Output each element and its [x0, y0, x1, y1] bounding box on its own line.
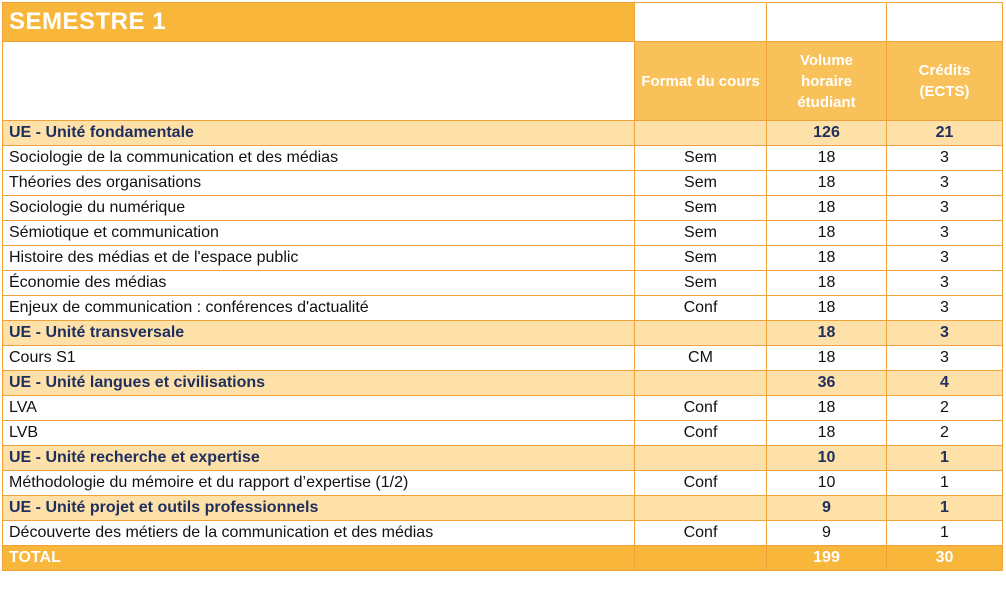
course-row: [3, 421, 1003, 446]
course-credits: 3: [887, 221, 1003, 246]
section-format: [635, 371, 767, 396]
course-credits: 3: [887, 171, 1003, 196]
course-format: Sem: [635, 171, 767, 196]
course-format: Conf: [635, 521, 767, 546]
header-credits: Crédits (ECTS): [887, 42, 1003, 121]
section-row: [3, 371, 1003, 396]
section-label: UE - Unité langues et civilisations: [3, 371, 635, 396]
course-format: Conf: [635, 296, 767, 321]
course-format: Sem: [635, 221, 767, 246]
course-credits: 3: [887, 346, 1003, 371]
course-format: Sem: [635, 246, 767, 271]
title-row: [3, 3, 1003, 42]
course-name: Histoire des médias et de l'espace public: [3, 246, 635, 271]
course-row: [3, 146, 1003, 171]
course-volume: 18: [767, 396, 887, 421]
section-label: UE - Unité recherche et expertise: [3, 446, 635, 471]
empty-cell: [767, 3, 887, 42]
empty-cell: [635, 3, 767, 42]
total-volume: 199: [767, 546, 887, 571]
total-credits: 30: [887, 546, 1003, 571]
course-row: [3, 521, 1003, 546]
course-name: Sociologie du numérique: [3, 196, 635, 221]
course-row: [3, 271, 1003, 296]
course-format: Sem: [635, 146, 767, 171]
section-row: [3, 446, 1003, 471]
course-volume: 18: [767, 271, 887, 296]
course-volume: 18: [767, 196, 887, 221]
total-format: [635, 546, 767, 571]
course-name: Enjeux de communication : conférences d'actualité: [3, 296, 635, 321]
course-volume: 18: [767, 346, 887, 371]
section-volume: 126: [767, 121, 887, 146]
course-credits: 1: [887, 521, 1003, 546]
course-name: Cours S1: [3, 346, 635, 371]
course-row: [3, 346, 1003, 371]
semester-title: SEMESTRE 1: [3, 3, 635, 42]
section-format: [635, 496, 767, 521]
section-credits: 1: [887, 446, 1003, 471]
course-volume: 18: [767, 246, 887, 271]
header-row: [3, 42, 1003, 121]
course-name: Économie des médias: [3, 271, 635, 296]
section-row: [3, 121, 1003, 146]
section-credits: 21: [887, 121, 1003, 146]
course-format: CM: [635, 346, 767, 371]
course-row: [3, 396, 1003, 421]
course-volume: 18: [767, 146, 887, 171]
total-row: [3, 546, 1003, 571]
course-credits: 3: [887, 271, 1003, 296]
section-row: [3, 496, 1003, 521]
course-row: [3, 221, 1003, 246]
course-credits: 3: [887, 196, 1003, 221]
course-volume: 10: [767, 471, 887, 496]
empty-header-cell: [3, 42, 635, 121]
course-credits: 3: [887, 146, 1003, 171]
header-volume: Volume horaire étudiant: [767, 42, 887, 121]
semester-table: [2, 2, 1003, 571]
course-row: [3, 196, 1003, 221]
empty-cell: [887, 3, 1003, 42]
course-credits: 3: [887, 296, 1003, 321]
course-row: [3, 246, 1003, 271]
course-volume: 9: [767, 521, 887, 546]
course-row: [3, 171, 1003, 196]
section-volume: 10: [767, 446, 887, 471]
course-name: LVB: [3, 421, 635, 446]
course-name: Découverte des métiers de la communication et des médias: [3, 521, 635, 546]
section-volume: 36: [767, 371, 887, 396]
course-volume: 18: [767, 221, 887, 246]
section-format: [635, 321, 767, 346]
course-format: Conf: [635, 421, 767, 446]
section-row: [3, 321, 1003, 346]
course-format: Conf: [635, 396, 767, 421]
course-format: Sem: [635, 271, 767, 296]
course-credits: 3: [887, 246, 1003, 271]
course-row: [3, 471, 1003, 496]
course-name: Sociologie de la communication et des médias: [3, 146, 635, 171]
section-format: [635, 446, 767, 471]
course-format: Conf: [635, 471, 767, 496]
course-row: [3, 296, 1003, 321]
course-name: Méthodologie du mémoire et du rapport d’expertise (1/2): [3, 471, 635, 496]
section-label: UE - Unité transversale: [3, 321, 635, 346]
section-label: UE - Unité projet et outils professionnels: [3, 496, 635, 521]
course-format: Sem: [635, 196, 767, 221]
course-volume: 18: [767, 296, 887, 321]
course-name: Sémiotique et communication: [3, 221, 635, 246]
total-label: TOTAL: [3, 546, 635, 571]
course-name: Théories des organisations: [3, 171, 635, 196]
course-volume: 18: [767, 171, 887, 196]
course-credits: 2: [887, 421, 1003, 446]
course-credits: 1: [887, 471, 1003, 496]
section-volume: 9: [767, 496, 887, 521]
section-credits: 4: [887, 371, 1003, 396]
course-credits: 2: [887, 396, 1003, 421]
section-credits: 1: [887, 496, 1003, 521]
section-credits: 3: [887, 321, 1003, 346]
section-format: [635, 121, 767, 146]
section-volume: 18: [767, 321, 887, 346]
course-volume: 18: [767, 421, 887, 446]
section-label: UE - Unité fondamentale: [3, 121, 635, 146]
course-name: LVA: [3, 396, 635, 421]
header-format: Format du cours: [635, 42, 767, 121]
